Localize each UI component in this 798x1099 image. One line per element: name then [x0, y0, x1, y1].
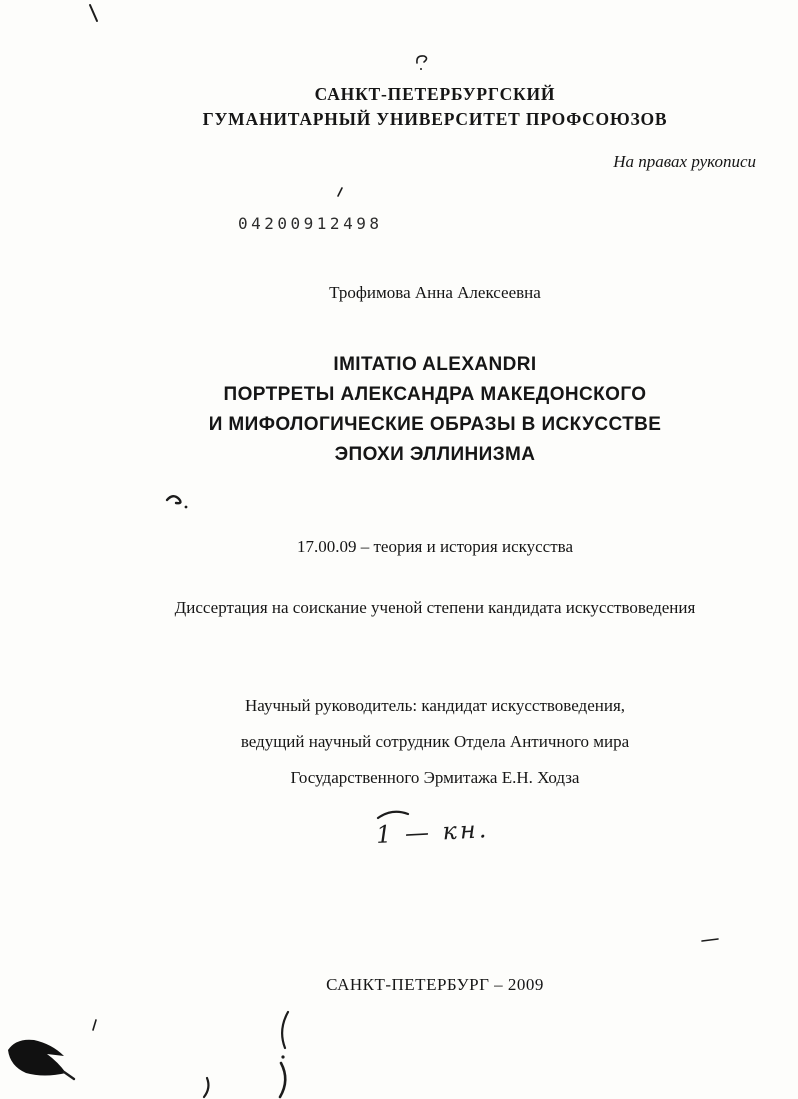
university-name-line1: САНКТ-ПЕТЕРБУРГСКИЙ: [314, 84, 556, 104]
dissertation-title: [72, 350, 798, 470]
dissertation-title-line2: ПОРТРЕТЫ АЛЕКСАНДРА МАКЕДОНСКОГО: [223, 384, 647, 405]
advisor-info-line3: Государственного Эрмитажа Е.Н. Ходза: [290, 768, 580, 787]
scan-artifact-left-squiggle: [167, 496, 180, 503]
university-name: [72, 82, 798, 132]
specialty-code: 17.00.09 – теория и история искусства: [296, 537, 574, 556]
dissertation-title-line1: IMITATIO ALEXANDRI: [333, 354, 537, 375]
scan-artifact-overbar: [378, 812, 408, 818]
scan-artifact-corner-blob: [8, 1040, 66, 1076]
scan-artifact-header-squiggle: [417, 56, 427, 63]
city-year: САНКТ-ПЕТЕРБУРГ – 2009: [326, 975, 544, 994]
scan-artifact-right-dash: [702, 939, 718, 941]
advisor-info-line2: ведущий научный сотрудник Отдела Античного мира: [240, 732, 630, 751]
scan-artifact-top-slash: [90, 5, 97, 21]
dissertation-title-line3: И МИФОЛОГИЧЕСКИЕ ОБРАЗЫ В ИСКУССТВЕ: [208, 414, 662, 435]
handwritten-note: 1 — кн.: [375, 815, 490, 849]
scan-artifact-paren-upper: [282, 1012, 288, 1048]
advisor-info: [72, 688, 798, 796]
advisor-info-line1: Научный руководитель: кандидат искусствоведения,: [244, 696, 626, 715]
author-name: Трофимова Анна Алексеевна: [329, 283, 541, 302]
scan-artifact-corner-tail: [64, 1072, 74, 1079]
scan-artifact-paren-lower: [280, 1063, 285, 1097]
scan-artifact-left-squiggle-dot: [185, 506, 188, 509]
manuscript-rights-note: На правах рукописи: [613, 152, 756, 171]
scan-artifact-apostrophe: [93, 1020, 96, 1030]
scan-artifact-header-dot: [420, 68, 422, 70]
scan-artifact-comma: [204, 1078, 208, 1097]
dissertation-title-line4: ЭПОХИ ЭЛЛИНИЗМА: [334, 444, 536, 465]
degree-statement: Диссертация на соискание ученой степени кандидата искусствоведения: [174, 598, 696, 617]
scan-artifact-lower-dot: [281, 1055, 284, 1058]
university-name-line2: ГУМАНИТАРНЫЙ УНИВЕРСИТЕТ ПРОФСОЮЗОВ: [202, 109, 668, 129]
registration-number: 04200912498: [238, 214, 383, 233]
scan-artifact-number-tick: [338, 188, 342, 196]
